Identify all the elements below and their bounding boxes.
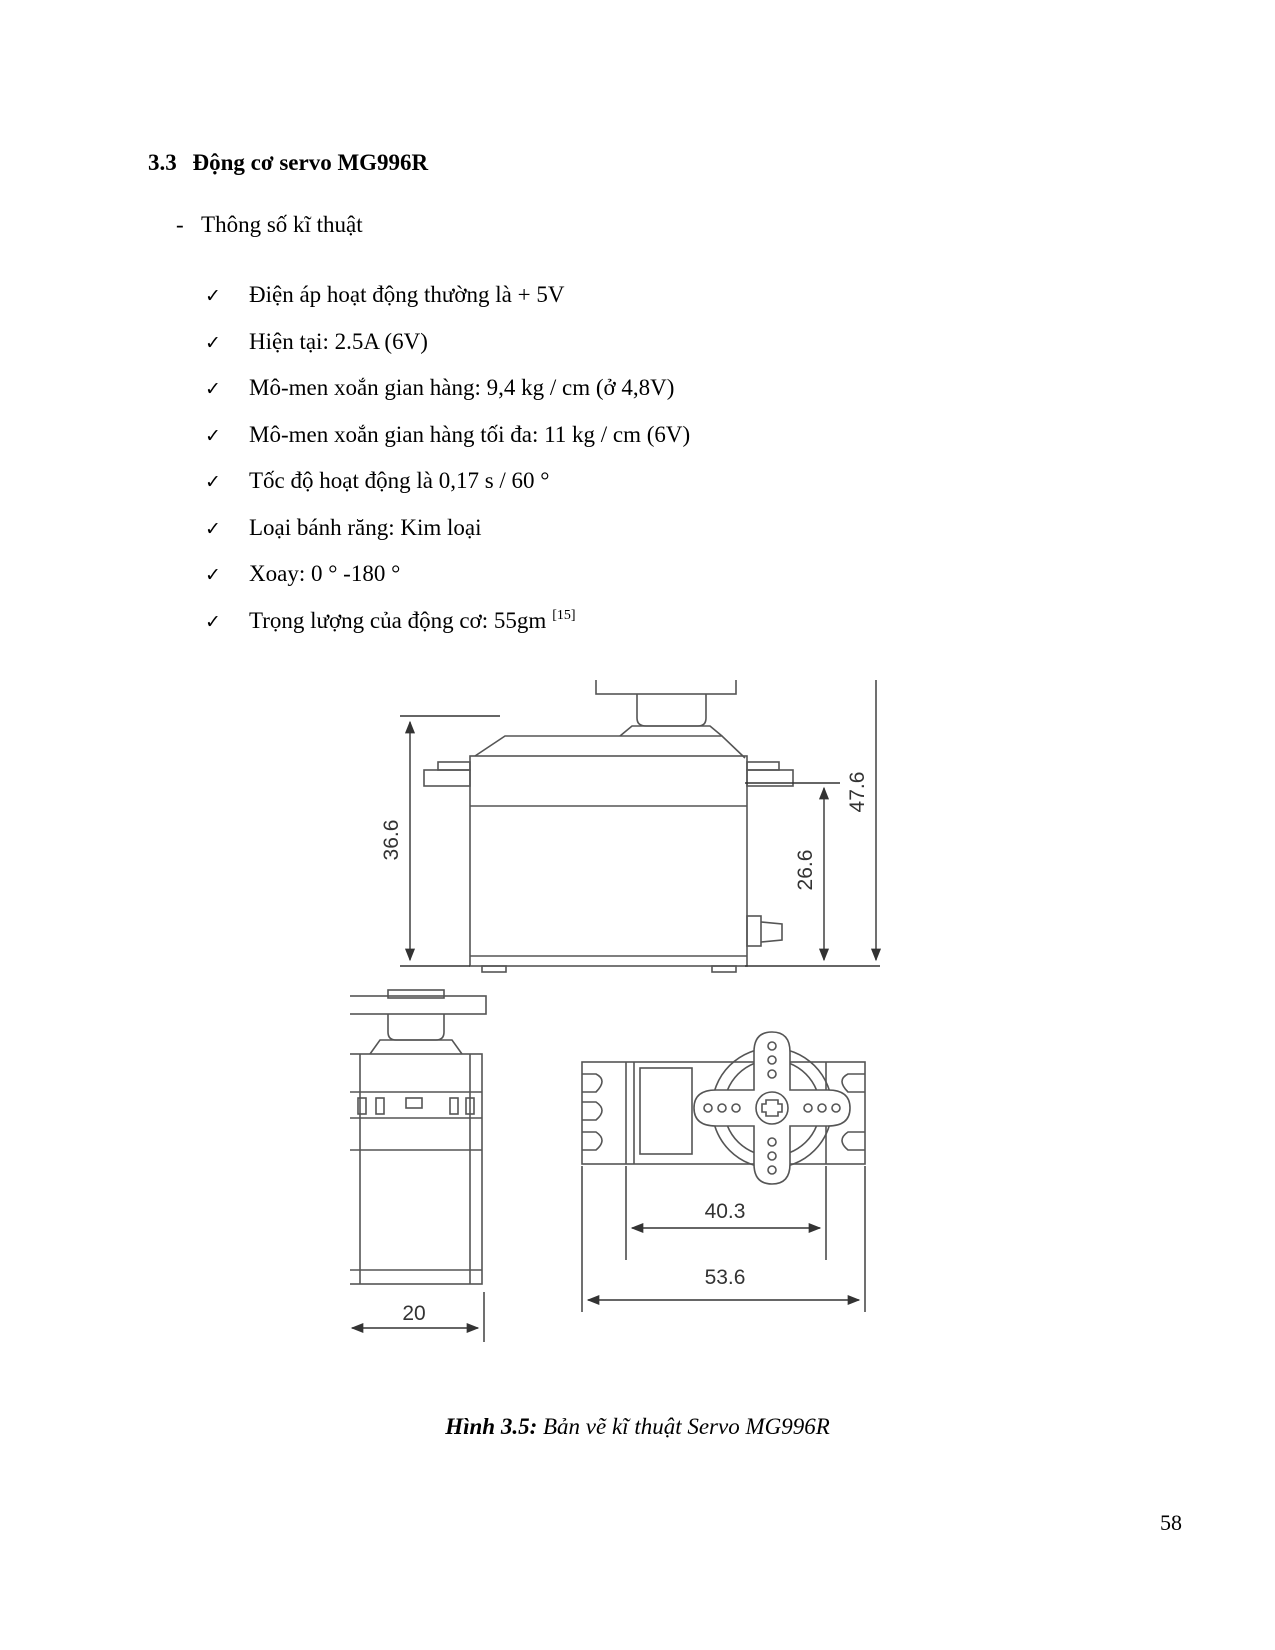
dim-40-3: 40.3 xyxy=(704,1200,746,1223)
citation: [15] xyxy=(552,607,576,623)
servo-drawing-svg xyxy=(350,680,930,1400)
dim-36-6: 36.6 xyxy=(380,819,403,861)
spec-item xyxy=(205,561,690,608)
check-icon: ✓ xyxy=(205,424,221,447)
spec-text: Loại bánh răng: Kim loại xyxy=(249,514,482,540)
servo-technical-drawing xyxy=(350,680,930,1400)
spec-text: Hiện tại: 2.5A (6V) xyxy=(249,328,428,354)
dim-47-6: 47.6 xyxy=(846,771,869,813)
spec-item xyxy=(205,375,690,422)
spec-item xyxy=(205,468,690,515)
section-title: Động cơ servo MG996R xyxy=(192,150,429,175)
servo-top-view xyxy=(582,1032,865,1184)
spec-item xyxy=(205,608,690,655)
page-number: 58 xyxy=(1160,1510,1182,1535)
spec-item xyxy=(205,515,690,562)
check-icon: ✓ xyxy=(205,378,221,400)
check-icon: ✓ xyxy=(205,517,221,540)
section-heading xyxy=(148,150,428,176)
spec-text: Điện áp hoạt động thường là + 5V xyxy=(249,282,565,307)
spec-item xyxy=(205,422,690,469)
subheading-dash: - xyxy=(176,212,184,237)
spec-text: Trọng lượng của động cơ: 55gm xyxy=(249,607,547,633)
dim-26-6: 26.6 xyxy=(794,849,817,891)
subheading xyxy=(176,212,363,238)
spec-item xyxy=(205,329,690,376)
caption-text: Bản vẽ kĩ thuật Servo MG996R xyxy=(537,1414,830,1439)
dim-53-6: 53.6 xyxy=(704,1266,746,1289)
spec-text: Mô-men xoắn gian hàng: 9,4 kg / cm (ở 4,8V) xyxy=(249,375,675,400)
dimension-lines xyxy=(400,680,880,966)
check-icon: ✓ xyxy=(205,285,221,307)
check-icon: ✓ xyxy=(205,610,221,633)
check-icon: ✓ xyxy=(205,564,221,586)
spec-text: Tốc độ hoạt động là 0,17 s / 60 ° xyxy=(249,468,550,493)
servo-side-view xyxy=(350,990,486,1284)
spec-text: Xoay: 0 ° -180 ° xyxy=(249,561,401,586)
figure-caption xyxy=(0,1414,1275,1440)
section-number: 3.3 xyxy=(148,150,177,175)
spec-text: Mô-men xoắn gian hàng tối đa: 11 kg / cm (6V) xyxy=(249,421,691,447)
spec-item xyxy=(205,282,690,329)
check-icon: ✓ xyxy=(205,471,221,493)
spec-list xyxy=(205,282,690,654)
caption-label: Hình 3.5: xyxy=(445,1414,538,1439)
subheading-text: Thông số kĩ thuật xyxy=(201,212,363,237)
check-icon: ✓ xyxy=(205,331,221,354)
servo-front-view xyxy=(424,680,793,972)
dim-20: 20 xyxy=(402,1302,426,1325)
